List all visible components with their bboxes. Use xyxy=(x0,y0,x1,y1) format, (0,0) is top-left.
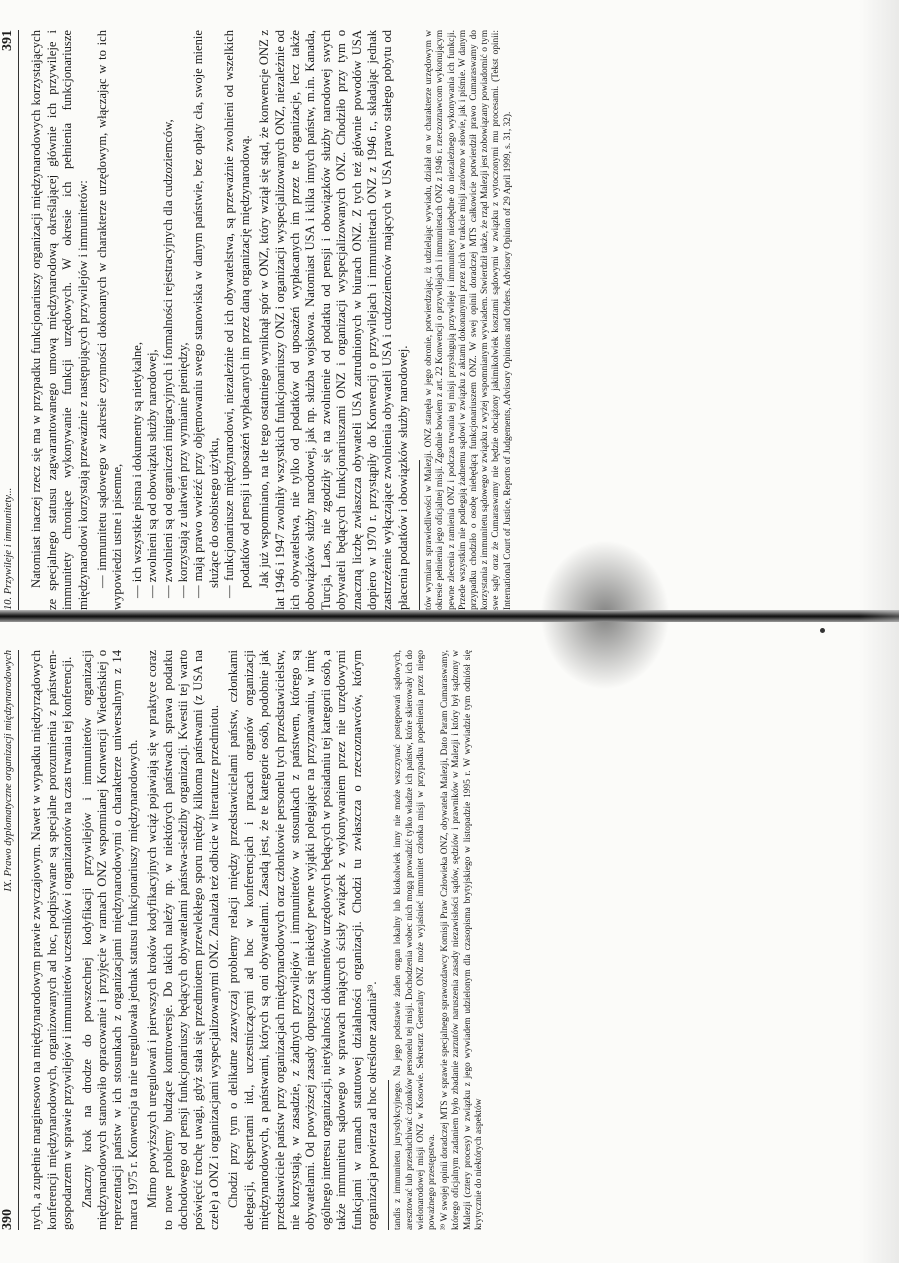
footnote-separator xyxy=(388,1080,389,1230)
footnote: tów wymiaru sprawiedliwości w Malezji. ONZ stanęła w jego obronie, potwierdzając, iż udzielając wywiadu, działał on w charakterze urzędowym w okresie pełnienia jego oficjalnej misji. Zgodnie bowiem z art. 22 Konwencji o przywilejach i immunitetach ONZ z 1946 r. rzeczoznawcom wykonującym pewne zlecenia z ramienia ONZ i podczas trwania tej misji przysługują przywileje i immunitety niezbędne do niezależnego wykonywania ich funkcji. Przede wszystkim nie podlegają żadnemu sądowi w związku z aktami dokonanymi przez nich w trakcie misji zarówno w słowie, jak i piśmie. W danym przypadku chodziło o osobę niebędącą funkcjonariuszem ONZ. W swej opinii doradczej MTS całkowicie potwierdził prawo Cumaraswamy do korzystania z immunitetu sądowego w związku z wyżej wspomnianym wywiadem. Stwierdził także, że rząd Malezji jest zobowiązany powiadomić o tym swe sądy oraz że Cumaraswamy nie będzie obciążony jakimikolwiek kosztami sądowymi w związku z wytoczonymi mu procesami. (Tekst opinii: International Court of Justice, Reports of Judgements, Advisory Opinions and Orders. Advisory Opinion of 29 April 1999, s. 31, 32). xyxy=(424,30,513,610)
page-number: 391 xyxy=(0,30,15,51)
page-number: 390 xyxy=(0,1209,15,1230)
footnote: tandis z immunitetu jurysdykcyjnego. Na jego podstawie żaden organ lokalny lub kiokolwiek inny nie może wszczynać postępowań sądowych, aresztować lub przesłuchiwać członków personelu tej misji. Dochodzenia wobec nich mogą prowadzić tylko władze ich państw, które skierowały ich do wielonarodowej misji ONZ w Kosowie. Sekretarz Generalny ONZ może wyjaśnieć immunitet członka misji w przypadku popełnienia przez niego poważnego przestępstwa. xyxy=(393,650,437,1230)
paragraph: — immunitetu sądowego w zakresie czynności dokonanych w charakterze urzędowym, włączając w to ich wypowiedzi ustne i pisemne, xyxy=(95,30,125,610)
list-item: — korzystają z ułatwień przy wymianie pieniędzy, xyxy=(176,342,191,598)
list-item: — funkcjonariusze międzynarodowi, niezależnie od ich obywatelstwa, są przeważnie zwolnieni od wszelkich podatków od pensji i uposażeń wypłacanych im przez daną organizację międzynarodową. xyxy=(222,30,252,598)
paragraph: Jak już wspomniano, na tle tego ostatniego wyniknął spór w ONZ, który wziął się stąd, że konwencje ONZ z lat 1946 i 1947 zwolniły wszystkich funkcjonariuszy ONZ i organizacji wyspecjalizowanych ONZ, niezależnie od ich obywatelstwa, nie tylko od podatków od uposażeń wypłacanych im przez te organizacje, lecz także obowiązków służby narodowej, jak np. służba wojskowa. Natomiast USA i kilka innych państw, m.in. Kanada, Turcja, Laos, nie zgodziły się na zwolnienie od podatku od pensji i obowiązków służby narodowej swych obywateli będących funkcjonariuszami ONZ i organizacji wyspecjalizowanych ONZ. Chodziło przy tym o znaczną liczbę zwłaszcza obywateli USA zatrudnionych w biurach ONZ. Z tych też głównie powodów USA dopiero w 1970 r. przystąpiły do Konwencji o przywilejach i immunitetach ONZ z 1946 r., składając jednak zastrzeżenie wyłączające zwolnienia obywateli USA i cudzoziemców mających w USA prawo stałego pobytu od płacenia podatków i obowiązków służby narodowej. xyxy=(257,30,410,610)
page-391-content xyxy=(0,30,820,610)
list-item: — zwolnieni są od ograniczeń imigracyjnych i formalności rejestracyjnych dla cudzoziemców, xyxy=(160,119,175,598)
paragraph: Mimo powyższych uregulowań i pierwszych kroków kodyfikacyjnych wciąż pojawiają się w praktyce coraz to nowe problemy budzące kontrowersje. Do takich należy np. w niektórych państwach sprawa podatku dochodowego od pensji funkcjonariuszy będących obywatelami państwa-siedziby organizacji. Kwestii tej warto poświęcić trochę uwagi, gdyż stała się przedmiotem przewlekłego sporu między kilkoma państwami (z USA na czele) a ONZ i organizacjami wyspecjalizowanymi ONZ. Znalazła też odbicie w literaturze przedmiotu. xyxy=(145,650,221,1230)
running-head-391 xyxy=(0,30,19,610)
paragraph: nych, a zupełnie marginesowo na międzynarodowym prawie zwyczajowym. Nawet w wypadku międzyrządowych konferencji międzynarodowych, organizowanych ad hoc, podpisywane są specjalne porozumienia z państwem-gospodarzem w sprawie przywilejów i immunitetów uczestników i organizatorów na czas trwania tej konferencji. xyxy=(29,650,75,1230)
footnote-separator xyxy=(419,460,420,610)
running-head-390 xyxy=(0,650,19,1230)
running-title: IX. Prawo dyplomatyczne organizacji międzynarodowych xyxy=(3,650,14,892)
running-title: 10. Przywileje i immunitety... xyxy=(3,487,14,610)
page-390-content xyxy=(0,650,820,1230)
footnotes xyxy=(393,650,485,1230)
footnotes xyxy=(424,30,514,610)
list-item: — ich wszystkie pisma i dokumenty są nietykalne, xyxy=(129,341,144,598)
footnote: ³⁹ W swojej opinii doradczej MTS w sprawie specjalnego sprawozdawcy Komisji Praw Człowieka ONZ, obywatela Malezji, Dato Param Cumaraswamy, którego oficjalnym zadaniem było zbadanie zarzutów naruszenia zasady niezawisłości sądów, sędziów i prawników w Malezji i który był sądzony w Malezji (cztery procesy) w związku z jego wywiadem udzielonym dla czasopisma brytyjskiego w listopadzie 1995 r. W wywiadzie tym odniósł się krytycznie do niektórych aspektów xyxy=(440,650,484,1230)
page-390 xyxy=(0,630,899,1230)
privileges-list xyxy=(130,30,253,610)
list-item: — mają prawo wwieźć przy objęmowaniu swego stanowiska w danym państwie, bez opłaty cła, swoje mienie służące do osobistego użytku, xyxy=(191,30,221,598)
paragraph: Chodzi przy tym o delikatne zazwyczaj problemy relacji między przedstawicielami państw, członkami delegacji, ekspertami itd., uczestniczącymi ad hoc w konferencjach i pracach organów organizacji międzynarodowych, a państwami, których są oni obywatelami. Zasadą jest, że te kategorie osób, podobnie jak przedstawiciele państw przy organizacjach międzynarodowych oraz członkowie personelu tych przedstawicielstw, nie korzystają, w zasadzie, z żadnych przywilejów i immunitetów w stosunkach z państwem, którego są obywatelami. Od powyższej zasady dopuszcza się niekiedy pewne wyjątki polegające na przyznawaniu, w imię ogólnego interesu organizacji, nietykalności dokumentów urzędowych będących w posiadaniu tej kategorii osób, a także immunitetu sądowego w sprawach mających ścisły związek z wykonywaniem przez nie urzędowymi funkcjami w ramach statutowej działalności organizacji. Chodzi tu zwłaszcza o rzeczoznawców, którym organizacja powierza ad hoc określone zadania³⁹. xyxy=(226,650,379,1230)
page-391 xyxy=(0,20,899,620)
list-item: — zwolnieni są od obowiązku służby narodowej, xyxy=(145,349,160,598)
paragraph: Natomiast inaczej rzecz się ma w przypadku funkcjonariuszy organizacji międzynarodowych korzystających ze specjalnego statusu zagwarantowanego umową międzynarodową określającej głównie ich przywileje i immunitety chroniące wykonywanie funkcji urzędowych. W okresie ich pełnienia funkcjonariusze międzynarodowi korzystają przeważnie z następujących przywilejów i immunitetów: xyxy=(29,30,90,610)
paragraph: Znaczny krok na drodze do powszechnej kodyfikacji przywilejów i immunitetów organizacji międzynarodowych stanowiło opracowanie i przyjęcie w ramach ONZ wspomnianej Konwencji Wiedeńskiej o reprezentacji państw w ich stosunkach z organizacjami międzynarodowymi o charakterze uniwersalnym z 14 marca 1975 r. Konwencja ta nie uregulowała jednak statusu funkcjonariuszy międzynarodowych. xyxy=(79,650,140,1230)
